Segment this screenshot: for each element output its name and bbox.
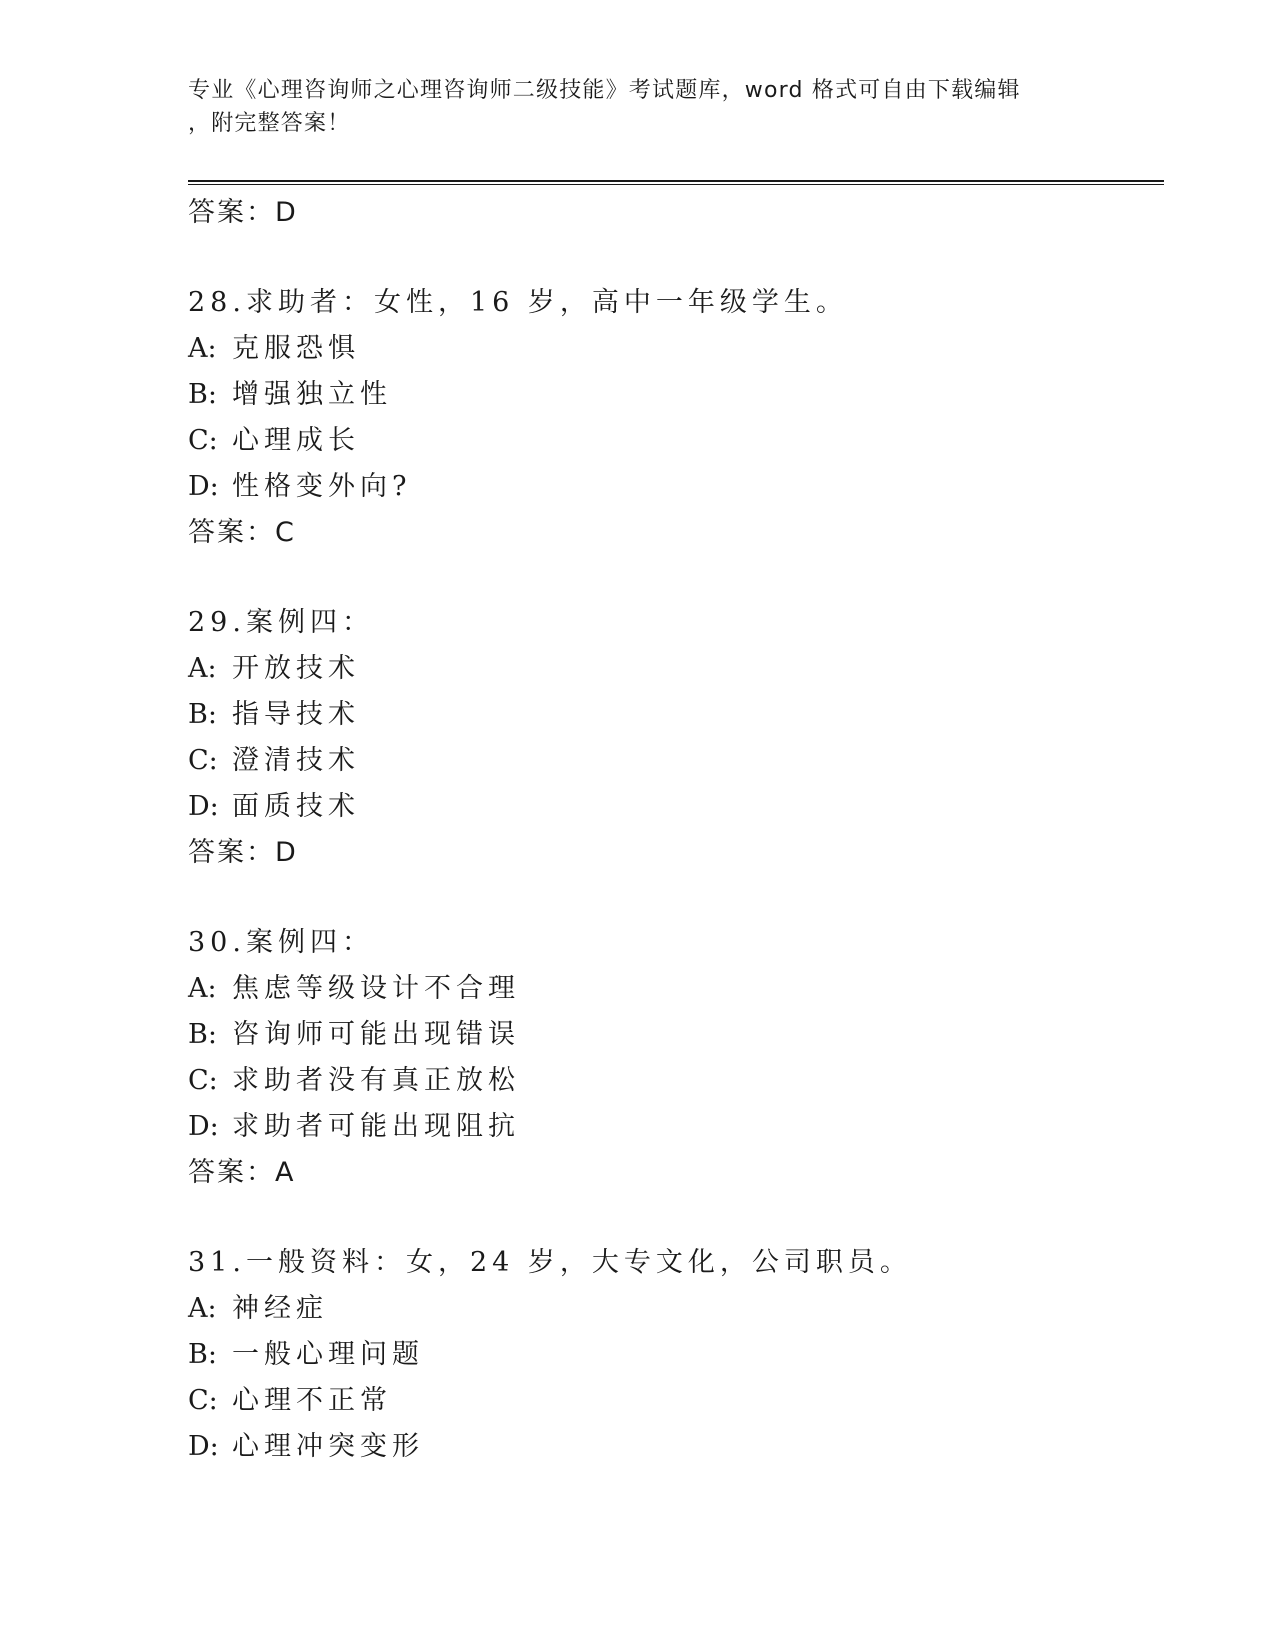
option-key: B: (188, 379, 217, 410)
option-text: 神经症 (232, 1293, 328, 1324)
option-key: C: (188, 1385, 218, 1416)
option-c (188, 418, 1164, 464)
question-stem: 31.一般资料：女，24 岁，大专文化，公司职员。 (188, 1247, 912, 1278)
answer-line: 答案：C (188, 517, 296, 548)
option-text: 心理成长 (232, 425, 360, 456)
question-block (188, 600, 1164, 876)
option-c (188, 1058, 1164, 1104)
option-key: A: (188, 653, 217, 684)
option-key: A: (188, 1293, 217, 1324)
previous-answer: 答案：D (188, 197, 298, 228)
option-text: 指导技术 (232, 699, 360, 730)
option-c (188, 738, 1164, 784)
option-d (188, 784, 1164, 830)
spacer (188, 876, 1164, 920)
option-d (188, 1424, 1164, 1470)
question-block (188, 1240, 1164, 1470)
question-stem: 28.求助者：女性，16 岁，高中一年级学生。 (188, 287, 848, 318)
option-text: 焦虑等级设计不合理 (232, 973, 520, 1004)
question-block (188, 920, 1164, 1196)
header-line-2: ，附完整答案！ (188, 111, 351, 136)
option-key: A: (188, 333, 217, 364)
spacer (188, 1196, 1164, 1240)
option-text: 性格变外向? (232, 471, 412, 502)
answer-line: 答案：A (188, 1157, 296, 1188)
option-d (188, 464, 1164, 510)
option-key: C: (188, 425, 218, 456)
option-key: D: (188, 1111, 219, 1142)
header-line-1: 专业《心理咨询师之心理咨询师二级技能》考试题库，word 格式可自由下载编辑 (188, 78, 1021, 103)
option-key: C: (188, 1065, 218, 1096)
option-key: B: (188, 1339, 217, 1370)
option-a (188, 966, 1164, 1012)
option-text: 面质技术 (232, 791, 360, 822)
option-c (188, 1378, 1164, 1424)
answer-line: 答案：D (188, 837, 298, 868)
question-stem: 30.案例四： (188, 927, 374, 958)
option-text: 一般心理问题 (232, 1339, 424, 1370)
option-d (188, 1104, 1164, 1150)
option-b (188, 1012, 1164, 1058)
option-b (188, 1332, 1164, 1378)
option-a (188, 326, 1164, 372)
spacer (188, 556, 1164, 600)
option-a (188, 646, 1164, 692)
option-text: 求助者可能出现阻抗 (232, 1111, 520, 1142)
option-text: 克服恐惧 (232, 333, 360, 364)
header-divider-secondary (188, 184, 1164, 185)
header-divider (188, 180, 1164, 182)
option-text: 心理冲突变形 (232, 1431, 424, 1462)
option-key: D: (188, 471, 219, 502)
option-key: C: (188, 745, 218, 776)
option-text: 求助者没有真正放松 (232, 1065, 520, 1096)
question-stem: 29.案例四： (188, 607, 374, 638)
option-b (188, 692, 1164, 738)
option-a (188, 1286, 1164, 1332)
option-key: D: (188, 1431, 219, 1462)
option-key: B: (188, 699, 217, 730)
option-text: 咨询师可能出现错误 (232, 1019, 520, 1050)
option-key: D: (188, 791, 219, 822)
question-list (188, 190, 1164, 1470)
option-b (188, 372, 1164, 418)
spacer (188, 236, 1164, 280)
question-block (188, 280, 1164, 556)
option-text: 澄清技术 (232, 745, 360, 776)
document-header (188, 74, 1088, 140)
option-key: A: (188, 973, 217, 1004)
option-text: 增强独立性 (232, 379, 392, 410)
option-text: 开放技术 (232, 653, 360, 684)
option-text: 心理不正常 (232, 1385, 392, 1416)
option-key: B: (188, 1019, 217, 1050)
